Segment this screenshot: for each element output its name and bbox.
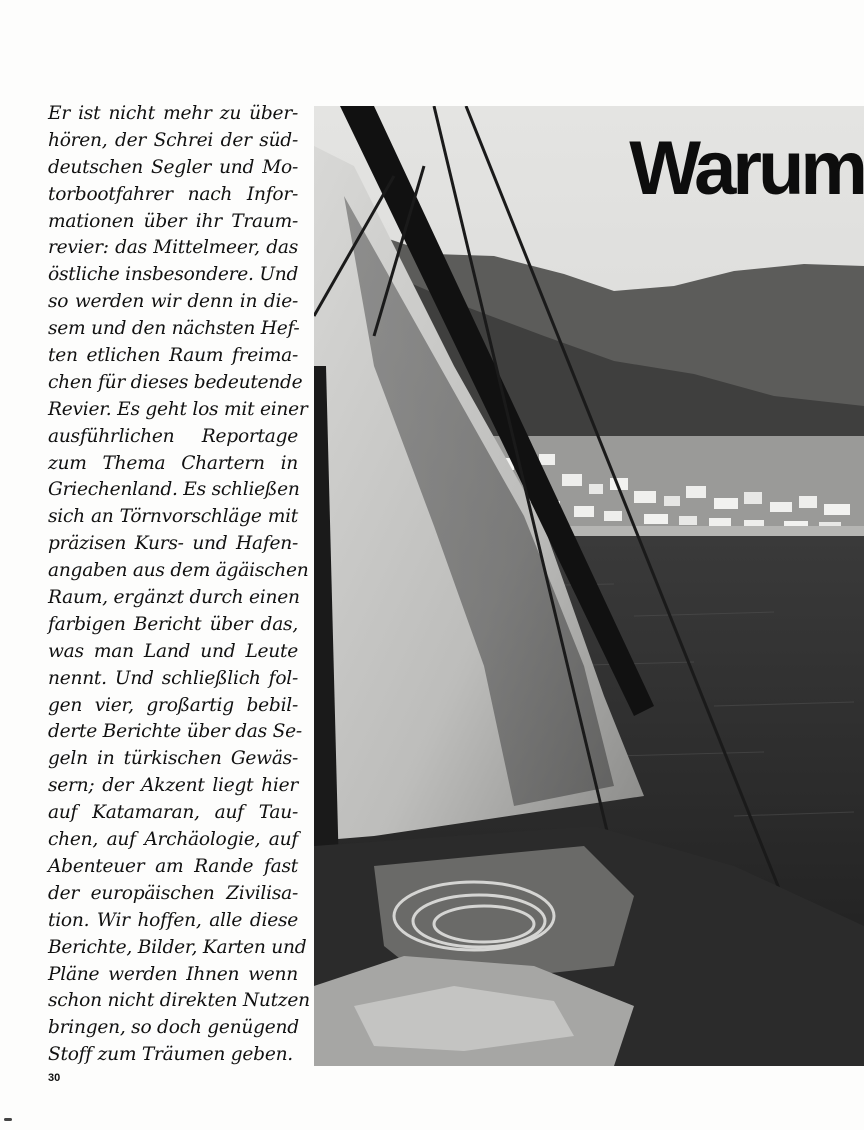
- body-text-line: Griechenland. Es schließen: [48, 479, 300, 501]
- body-text-line: angaben aus dem ägäischen: [48, 560, 309, 582]
- body-text-line: zum Thema Chartern in: [48, 452, 298, 474]
- body-text-line: tion. Wir hoffen, alle diese: [48, 909, 298, 931]
- body-text-line: Er ist nicht mehr zu über-: [48, 103, 298, 124]
- body-text-line: derte Berichte über das Se-: [48, 721, 302, 743]
- body-text-line: Raum, ergänzt durch einen: [48, 587, 300, 609]
- body-text-line: ten etlichen Raum freima-: [48, 345, 298, 367]
- body-text-line: sem und den nächsten Hef-: [48, 318, 300, 340]
- body-text-line: hören, der Schrei der süd-: [48, 129, 298, 151]
- body-text-line: östliche insbesondere. Und: [48, 264, 299, 286]
- page-number: 30: [48, 1072, 61, 1084]
- body-text-line: bringen, so doch genügend: [48, 1017, 299, 1039]
- body-text-line: chen, auf Archäologie, auf: [48, 829, 298, 851]
- sailing-photo: [314, 106, 864, 1066]
- body-text-line: der europäischen Zivilisa-: [48, 882, 298, 904]
- body-text-line: was man Land und Leute: [48, 640, 298, 662]
- body-text-line: so werden wir denn in die-: [48, 291, 298, 313]
- body-text-line: Pläne werden Ihnen wenn: [48, 963, 298, 985]
- body-text-line: geln in türkischen Gewäs-: [48, 748, 298, 770]
- body-text-line: nennt. Und schließlich fol-: [48, 667, 298, 689]
- body-text-line: mationen über ihr Traum-: [48, 210, 298, 232]
- body-text-line: präzisen Kurs- und Hafen-: [48, 533, 298, 555]
- sailing-photo-illustration: [314, 106, 864, 1066]
- body-text-line: gen vier, großartig bebil-: [48, 694, 298, 716]
- body-text-line: ausführlichen Reportage: [48, 425, 298, 447]
- body-text-line: deutschen Segler und Mo-: [48, 156, 298, 178]
- body-text-line: Stoff zum Träumen geben.: [48, 1044, 293, 1066]
- body-text-line: torbootfahrer nach Infor-: [48, 183, 298, 205]
- body-text-line: Abenteuer am Rande fast: [48, 855, 298, 877]
- body-text-line: Revier. Es geht los mit einer: [48, 398, 308, 420]
- body-text-line: chen für dieses bedeutende: [48, 371, 303, 393]
- scan-speck: [4, 1118, 12, 1121]
- body-text-line: sich an Törnvorschläge mit: [48, 506, 298, 528]
- body-text-line: Berichte, Bilder, Karten und: [48, 936, 307, 958]
- article-headline: Warum: [629, 126, 864, 211]
- body-text-line: schon nicht direkten Nutzen: [48, 990, 310, 1012]
- article-text-column: [48, 101, 310, 1069]
- body-text-line: revier: das Mittelmeer, das: [48, 237, 298, 259]
- body-text-line: sern; der Akzent liegt hier: [48, 775, 298, 797]
- body-text-line: farbigen Bericht über das,: [48, 613, 298, 635]
- body-text-line: auf Katamaran, auf Tau-: [48, 802, 298, 824]
